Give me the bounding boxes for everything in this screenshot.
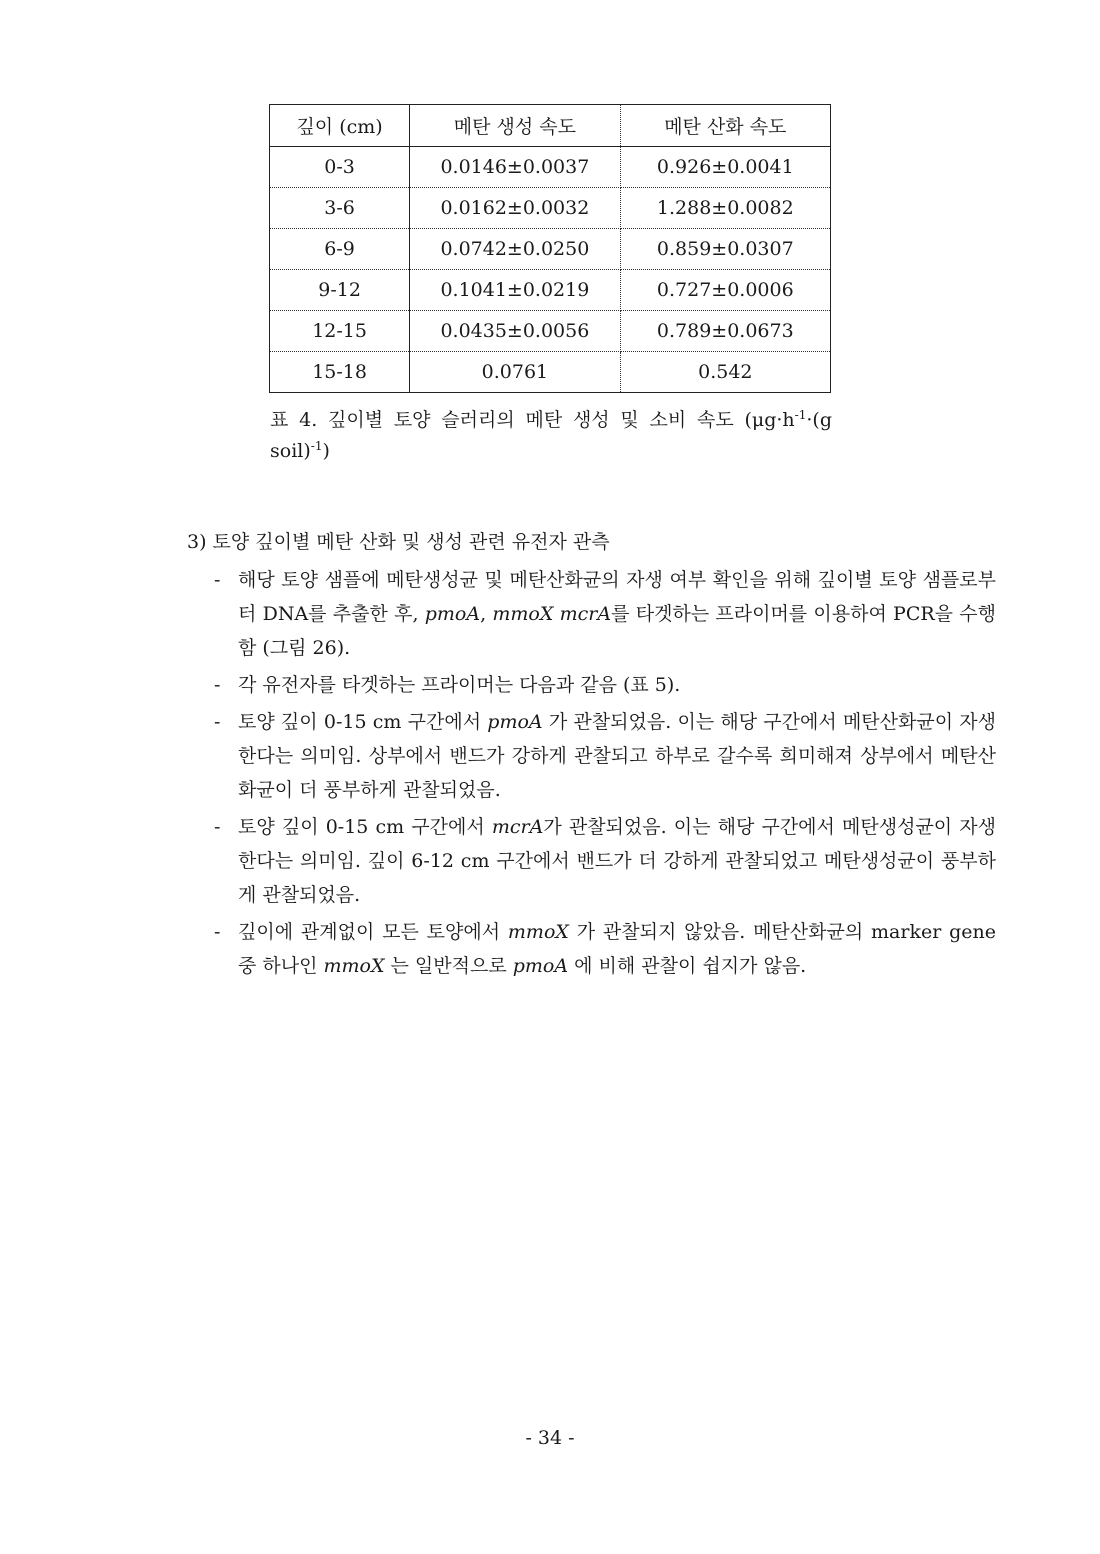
bullet-list — [214, 563, 996, 986]
cell-production: 0.0146±0.0037 — [410, 147, 620, 188]
bullet-text: 가 관찰되었음. 이는 해당 구간에서 메탄생성균이 자생한다는 의미임. 깊이 6-12 cm 구간에서 밴드가 더 강하게 관찰되었고 메탄생성균이 풍부하게 관찰되었음. — [238, 816, 996, 906]
cell-depth: 3-6 — [270, 188, 410, 229]
bullet-text: 가 관찰되지 않았음. 메탄산화균의 marker gene 중 하나인 — [238, 921, 997, 977]
cell-production: 0.0162±0.0032 — [410, 188, 620, 229]
gene-name: pmoA — [487, 711, 543, 733]
cell-oxidation: 0.789±0.0673 — [620, 311, 830, 352]
header-depth: 깊이 (cm) — [270, 105, 410, 147]
page-number: - 34 - — [525, 1427, 575, 1449]
cell-depth: 12-15 — [270, 311, 410, 352]
bullet-text: 가 관찰되었음. 이는 해당 구간에서 메탄산화균이 자생한다는 의미임. 상부에서 밴드가 강하게 관찰되고 하부로 갈수록 희미해져 상부에서 메탄산화균이 더 풍부하게 관찰되었음. — [238, 711, 996, 801]
cell-production: 0.1041±0.0219 — [410, 270, 620, 311]
cell-production: 0.0742±0.0250 — [410, 229, 620, 270]
gene-name: pmoA — [512, 955, 569, 977]
list-item — [214, 810, 996, 912]
caption-superscript: -1 — [310, 439, 323, 453]
bullet-text: 를 타겟하는 프라이머를 이용하여 PCR을 수행함 (그림 26). — [238, 603, 996, 659]
bullet-text: 토양 깊이 0-15 cm 구간에서 — [238, 816, 492, 838]
cell-oxidation: 1.288±0.0082 — [620, 188, 830, 229]
cell-production: 0.0761 — [410, 352, 620, 393]
list-item — [214, 915, 996, 983]
cell-depth: 6-9 — [270, 229, 410, 270]
gene-name: pmoA — [424, 603, 481, 625]
caption-text: 표 4. 깊이별 토양 슬러리의 메탄 생성 및 소비 속도 (μg·h — [270, 409, 795, 431]
section-title: 3) 토양 깊이별 메탄 산화 및 생성 관련 유전자 관측 — [187, 531, 610, 553]
cell-depth: 15-18 — [270, 352, 410, 393]
gene-name: mmoX — [323, 955, 385, 977]
bullet-text: 는 일반적으로 — [384, 955, 513, 977]
bullet-text: 에 비해 관찰이 쉽지가 않음. — [568, 955, 807, 977]
cell-oxidation: 0.859±0.0307 — [620, 229, 830, 270]
gene-name: mmoX — [507, 921, 569, 943]
bullet-dash: - — [214, 569, 221, 591]
table-row — [270, 311, 831, 352]
table-row — [270, 229, 831, 270]
bullet-text: , — [480, 603, 493, 625]
gene-name: mmoX mcrA — [492, 603, 612, 625]
bullet-text: 각 유전자를 타겟하는 프라이머는 다음과 같음 (표 5). — [238, 674, 681, 696]
table-row — [270, 270, 831, 311]
header-oxidation-rate: 메탄 산화 속도 — [620, 105, 830, 147]
caption-superscript: -1 — [794, 408, 807, 422]
list-item — [214, 668, 996, 702]
bullet-dash: - — [214, 711, 221, 733]
cell-production: 0.0435±0.0056 — [410, 311, 620, 352]
bullet-dash: - — [214, 816, 221, 838]
cell-depth: 0-3 — [270, 147, 410, 188]
bullet-dash: - — [214, 674, 221, 696]
cell-oxidation: 0.542 — [698, 361, 753, 383]
table-caption — [270, 405, 832, 467]
bullet-text: 해당 토양 샘플에 메탄생성균 및 메탄산화균의 자생 여부 확인을 위해 깊이별 토양 샘플로부터 DNA를 추출한 후, — [238, 569, 996, 625]
gene-name: mcrA — [491, 816, 544, 838]
list-item — [214, 563, 996, 665]
table-header-row — [270, 105, 831, 147]
table-row — [270, 352, 831, 393]
caption-text-mid: ·(g soil) — [270, 409, 832, 462]
table-row — [270, 147, 831, 188]
bullet-text: 깊이에 관계없이 모든 토양에서 — [238, 921, 508, 943]
header-production-rate: 메탄 생성 속도 — [410, 105, 620, 147]
bullet-dash: - — [214, 921, 221, 943]
table-row — [270, 188, 831, 229]
cell-depth: 9-12 — [270, 270, 410, 311]
caption-text-end: ) — [322, 440, 330, 462]
list-item — [214, 705, 996, 807]
methane-rate-table — [269, 104, 831, 393]
cell-oxidation: 0.926±0.0041 — [620, 147, 830, 188]
cell-oxidation: 0.727±0.0006 — [620, 270, 830, 311]
bullet-text: 토양 깊이 0-15 cm 구간에서 — [238, 711, 488, 733]
